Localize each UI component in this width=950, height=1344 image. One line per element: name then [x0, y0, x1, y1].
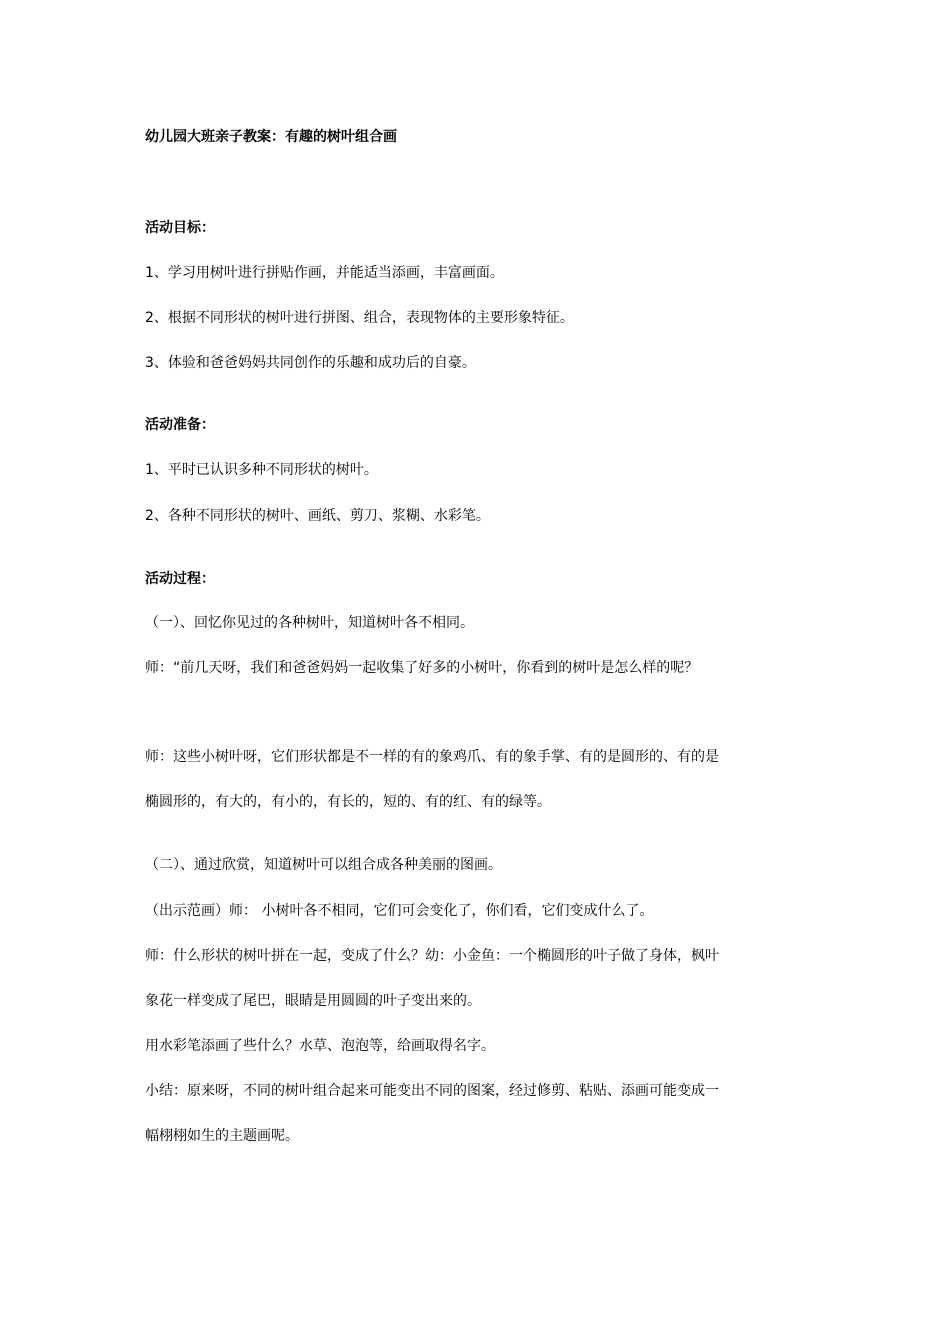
document-title: 幼儿园大班亲子教案：有趣的树叶组合画 [145, 129, 397, 145]
process-line: 师：这些小树叶呀，它们形状都是不一样的有的象鸡爪、有的象手掌、有的是圆形的、有的是 [145, 749, 719, 765]
section-heading-goals: 活动目标： [145, 220, 215, 236]
process-line: 小结：原来呀，不同的树叶组合起来可能变出不同的图案，经过修剪、粘贴、添画可能变成一 [145, 1083, 719, 1099]
goal-item: 3、体验和爸爸妈妈共同创作的乐趣和成功后的自豪。 [145, 355, 476, 371]
process-line: （一）、回忆你见过的各种树叶，知道树叶各不相同。 [145, 615, 474, 631]
process-line: 师：“前几天呀，我们和爸爸妈妈一起收集了好多的小树叶，你看到的树叶是怎么样的呢？ [145, 660, 699, 676]
process-line: （出示范画）师： 小树叶各不相同，它们可会变化了，你们看，它们变成什么了。 [145, 903, 654, 919]
process-line: 椭圆形的，有大的，有小的，有长的，短的、有的红、有的绿等。 [145, 794, 551, 810]
process-line: 象花一样变成了尾巴，眼睛是用圆圆的叶子变出来的。 [145, 993, 481, 1009]
section-heading-process: 活动过程： [145, 571, 215, 587]
goal-item: 2、根据不同形状的树叶进行拼图、组合，表现物体的主要形象特征。 [145, 310, 574, 326]
section-heading-preparation: 活动准备： [145, 417, 215, 433]
process-line: 幅栩栩如生的主题画呢。 [145, 1128, 299, 1144]
goal-item: 1、学习用树叶进行拼贴作画，并能适当添画，丰富画面。 [145, 265, 504, 281]
preparation-item: 2、各种不同形状的树叶、画纸、剪刀、浆糊、水彩笔。 [145, 508, 490, 524]
preparation-item: 1、平时已认识多种不同形状的树叶。 [145, 462, 378, 478]
process-line: （二）、通过欣赏，知道树叶可以组合成各种美丽的图画。 [145, 857, 502, 873]
process-line: 师：什么形状的树叶拼在一起，变成了什么？幼：小金鱼：一个椭圆形的叶子做了身体，枫叶 [145, 948, 719, 964]
process-line: 用水彩笔添画了些什么？水草、泡泡等，给画取得名字。 [145, 1038, 495, 1054]
